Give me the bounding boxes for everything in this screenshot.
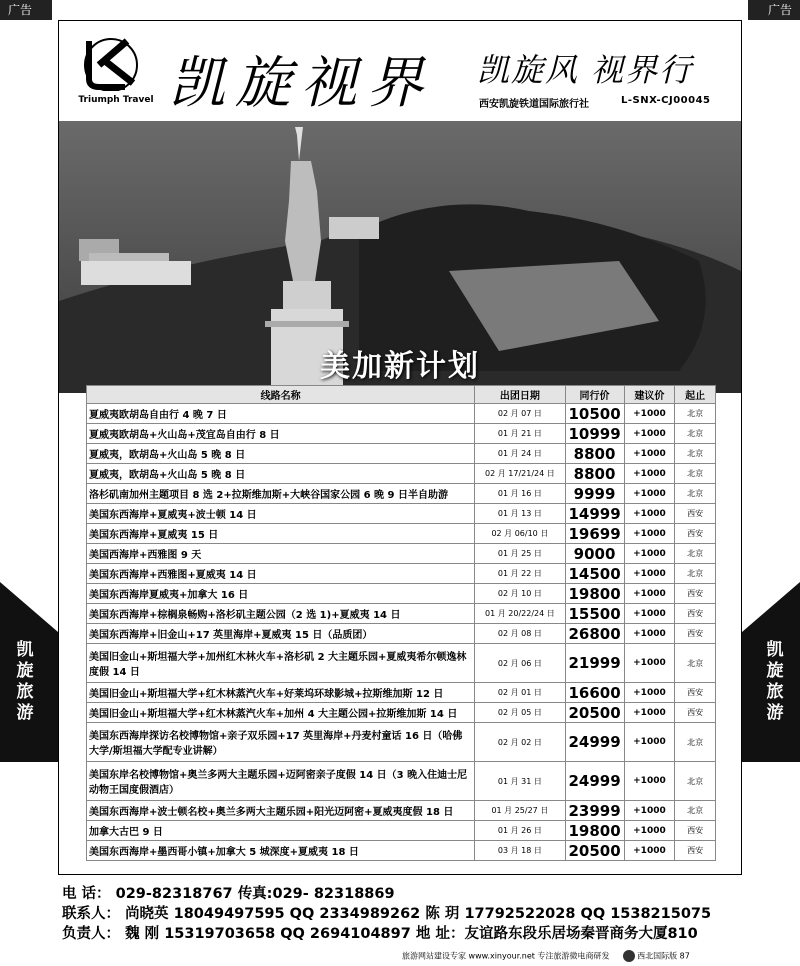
routes-table-body xyxy=(87,404,716,861)
footer-edition: 西北国际版 xyxy=(637,951,678,961)
peer-price-cell: 10500 xyxy=(565,404,624,424)
peer-price-cell: 15500 xyxy=(565,604,624,624)
origin-cell: 西安 xyxy=(675,821,716,841)
triumph-logo-icon xyxy=(81,35,141,91)
route-name-cell: 夏威夷欧胡岛自由行 4 晚 7 日 xyxy=(87,404,475,424)
table-row xyxy=(87,444,716,464)
depart-date-cell: 02 月 01 日 xyxy=(475,683,565,703)
table-row xyxy=(87,644,716,683)
origin-cell: 西安 xyxy=(675,624,716,644)
table-row xyxy=(87,504,716,524)
depart-date-cell: 02 月 02 日 xyxy=(475,723,565,762)
table-row xyxy=(87,464,716,484)
depart-date-cell: 01 月 13 日 xyxy=(475,504,565,524)
route-name-cell: 美国旧金山+斯坦福大学+红木林蒸汽火车+加州 4 大主题公园+拉斯维加斯 14 日 xyxy=(87,703,475,723)
plan-title: 美加新计划 xyxy=(320,349,480,384)
table-row xyxy=(87,762,716,801)
peer-price-cell: 24999 xyxy=(565,723,624,762)
peer-price-cell: 19699 xyxy=(565,524,624,544)
suggested-price-cell: +1000 xyxy=(624,723,675,762)
depart-date-cell: 02 月 17/21/24 日 xyxy=(475,464,565,484)
table-row xyxy=(87,544,716,564)
depart-date-cell: 02 月 06/10 日 xyxy=(475,524,565,544)
origin-cell: 北京 xyxy=(675,444,716,464)
table-row xyxy=(87,564,716,584)
suggested-price-cell: +1000 xyxy=(624,464,675,484)
suggested-price-cell: +1000 xyxy=(624,801,675,821)
depart-date-cell: 02 月 08 日 xyxy=(475,624,565,644)
contact1-name: 尚晓英 xyxy=(125,906,169,922)
table-row xyxy=(87,683,716,703)
manager-row xyxy=(62,924,711,944)
route-name-cell: 美国东西海岸+西雅图+夏威夷 14 日 xyxy=(87,564,475,584)
origin-cell: 北京 xyxy=(675,762,716,801)
side-label-right: 凯 旋 旅 游 xyxy=(766,640,784,723)
depart-date-cell: 01 月 16 日 xyxy=(475,484,565,504)
suggested-price-cell: +1000 xyxy=(624,564,675,584)
route-name-cell: 美国东西海岸探访名校博物馆+亲子双乐园+17 英里海岸+丹麦村童话 16 日（哈佛大学/斯坦福大学配专业讲解） xyxy=(87,723,475,762)
suggested-price-cell: +1000 xyxy=(624,821,675,841)
depart-date-cell: 01 月 21 日 xyxy=(475,424,565,444)
peer-price-cell: 21999 xyxy=(565,644,624,683)
col-suggested-price: 建议价 xyxy=(624,386,675,404)
origin-cell: 北京 xyxy=(675,404,716,424)
side-label-left: 凯 旋 旅 游 xyxy=(16,640,34,723)
origin-cell: 北京 xyxy=(675,464,716,484)
brand-header xyxy=(59,21,741,121)
depart-date-cell: 01 月 31 日 xyxy=(475,762,565,801)
manager-phone: 15319703658 xyxy=(164,926,276,942)
suggested-price-cell: +1000 xyxy=(624,703,675,723)
suggested-price-cell: +1000 xyxy=(624,504,675,524)
origin-cell: 北京 xyxy=(675,544,716,564)
suggested-price-cell: +1000 xyxy=(624,762,675,801)
contact2-name: 陈 玥 xyxy=(425,906,460,922)
routes-table xyxy=(86,385,716,861)
peer-price-cell: 19800 xyxy=(565,584,624,604)
suggested-price-cell: +1000 xyxy=(624,444,675,464)
col-route-name: 线路名称 xyxy=(87,386,475,404)
table-row xyxy=(87,801,716,821)
route-name-cell: 夏威夷欧胡岛+火山岛+茂宜岛自由行 8 日 xyxy=(87,424,475,444)
phone-number: 029-82318767 xyxy=(115,886,233,902)
page-footer xyxy=(402,950,690,962)
depart-date-cell: 03 月 18 日 xyxy=(475,841,565,861)
route-name-cell: 美国东西海岸+旧金山+17 英里海岸+夏威夷 15 日（品质团） xyxy=(87,624,475,644)
peer-price-cell: 19800 xyxy=(565,821,624,841)
origin-cell: 西安 xyxy=(675,524,716,544)
origin-cell: 北京 xyxy=(675,801,716,821)
table-row xyxy=(87,841,716,861)
origin-cell: 北京 xyxy=(675,564,716,584)
route-name-cell: 美国东西海岸+夏威夷+波士顿 14 日 xyxy=(87,504,475,524)
table-row xyxy=(87,821,716,841)
depart-date-cell: 01 月 25 日 xyxy=(475,544,565,564)
manager-label: 负责人： xyxy=(62,926,120,942)
agency-name: 西安凯旋铁道国际旅行社 xyxy=(479,99,589,110)
brand-title: 凯旋视界 xyxy=(169,51,433,116)
origin-cell: 西安 xyxy=(675,703,716,723)
contact2-qq: QQ 1538215075 xyxy=(580,906,712,922)
depart-date-cell: 02 月 06 日 xyxy=(475,644,565,683)
origin-cell: 西安 xyxy=(675,604,716,624)
peer-price-cell: 20500 xyxy=(565,841,624,861)
depart-date-cell: 01 月 26 日 xyxy=(475,821,565,841)
address: 友谊路东段乐居场秦晋商务大厦810 xyxy=(464,926,698,942)
suggested-price-cell: +1000 xyxy=(624,404,675,424)
route-name-cell: 美国东西海岸+波士顿名校+奥兰多两大主题乐园+阳光迈阿密+夏威夷度假 18 日 xyxy=(87,801,475,821)
peer-price-cell: 9999 xyxy=(565,484,624,504)
depart-date-cell: 02 月 10 日 xyxy=(475,584,565,604)
address-label: 地 址： xyxy=(415,926,465,942)
route-name-cell: 加拿大古巴 9 日 xyxy=(87,821,475,841)
depart-date-cell: 01 月 24 日 xyxy=(475,444,565,464)
suggested-price-cell: +1000 xyxy=(624,484,675,504)
route-name-cell: 美国东岸名校博物馆+奥兰多两大主题乐园+迈阿密亲子度假 14 日（3 晚入住迪士尼动物王国度假酒店） xyxy=(87,762,475,801)
origin-cell: 北京 xyxy=(675,644,716,683)
peer-price-cell: 14500 xyxy=(565,564,624,584)
origin-cell: 西安 xyxy=(675,841,716,861)
route-name-cell: 美国旧金山+斯坦福大学+加州红木林火车+洛杉矶 2 大主题乐园+夏威夷希尔顿逸林度假 14 日 xyxy=(87,644,475,683)
table-row xyxy=(87,424,716,444)
fax-number: 029- 82318869 xyxy=(272,886,395,902)
peer-price-cell: 23999 xyxy=(565,801,624,821)
peer-price-cell: 14999 xyxy=(565,504,624,524)
contact-label: 联系人： xyxy=(62,906,120,922)
peer-price-cell: 10999 xyxy=(565,424,624,444)
contact-info xyxy=(62,884,711,944)
origin-cell: 北京 xyxy=(675,484,716,504)
contact-row xyxy=(62,904,711,924)
col-origin: 起止 xyxy=(675,386,716,404)
brand-slogan: 凯旋风 视界行 xyxy=(477,51,694,89)
peer-price-cell: 26800 xyxy=(565,624,624,644)
suggested-price-cell: +1000 xyxy=(624,524,675,544)
ad-tag-left: 广告 xyxy=(0,0,52,20)
peer-price-cell: 16600 xyxy=(565,683,624,703)
peer-price-cell: 24999 xyxy=(565,762,624,801)
peer-price-cell: 8800 xyxy=(565,464,624,484)
contact1-qq: QQ 2334989262 xyxy=(289,906,421,922)
table-header-row xyxy=(87,386,716,404)
table-row xyxy=(87,404,716,424)
table-row xyxy=(87,703,716,723)
col-peer-price: 同行价 xyxy=(565,386,624,404)
manager-qq: QQ 2694104897 xyxy=(280,926,411,942)
table-row xyxy=(87,524,716,544)
route-name-cell: 夏威夷，欧胡岛+火山岛 5 晚 8 日 xyxy=(87,444,475,464)
route-name-cell: 美国东西海岸+墨西哥小镇+加拿大 5 城深度+夏威夷 18 日 xyxy=(87,841,475,861)
table-row xyxy=(87,484,716,504)
origin-cell: 北京 xyxy=(675,424,716,444)
contact1-phone: 18049497595 xyxy=(173,906,285,922)
depart-date-cell: 01 月 25/27 日 xyxy=(475,801,565,821)
fax-label: 传真: xyxy=(237,886,273,902)
origin-cell: 西安 xyxy=(675,504,716,524)
route-name-cell: 美国东西海岸+夏威夷 15 日 xyxy=(87,524,475,544)
suggested-price-cell: +1000 xyxy=(624,424,675,444)
manager-name: 魏 刚 xyxy=(125,926,160,942)
suggested-price-cell: +1000 xyxy=(624,644,675,683)
route-name-cell: 洛杉矶南加州主题项目 8 选 2+拉斯维加斯+大峡谷国家公园 6 晚 9 日半自助游 xyxy=(87,484,475,504)
depart-date-cell: 01 月 20/22/24 日 xyxy=(475,604,565,624)
suggested-price-cell: +1000 xyxy=(624,584,675,604)
peer-price-cell: 9000 xyxy=(565,544,624,564)
logo-text: Triumph Travel xyxy=(78,95,154,105)
suggested-price-cell: +1000 xyxy=(624,624,675,644)
route-name-cell: 美国东西海岸夏威夷+加拿大 16 日 xyxy=(87,584,475,604)
table-row xyxy=(87,723,716,762)
suggested-price-cell: +1000 xyxy=(624,841,675,861)
route-name-cell: 美国旧金山+斯坦福大学+红木林蒸汽火车+好莱坞环球影城+拉斯维加斯 12 日 xyxy=(87,683,475,703)
table-row xyxy=(87,624,716,644)
depart-date-cell: 02 月 07 日 xyxy=(475,404,565,424)
depart-date-cell: 01 月 22 日 xyxy=(475,564,565,584)
origin-cell: 北京 xyxy=(675,723,716,762)
origin-cell: 西安 xyxy=(675,584,716,604)
route-name-cell: 夏威夷，欧胡岛+火山岛 5 晚 8 日 xyxy=(87,464,475,484)
suggested-price-cell: +1000 xyxy=(624,683,675,703)
col-depart-date: 出团日期 xyxy=(475,386,565,404)
depart-date-cell: 02 月 05 日 xyxy=(475,703,565,723)
page-number: 87 xyxy=(679,951,690,961)
suggested-price-cell: +1000 xyxy=(624,604,675,624)
phone-label: 电 话： xyxy=(62,886,111,902)
contact2-phone: 17792522028 xyxy=(464,906,576,922)
edition-badge-icon xyxy=(623,950,635,962)
phone-row xyxy=(62,884,711,904)
footer-tagline: 旅游网站建设专家 www.xinyour.net 专注旅游微电商研发 xyxy=(402,951,610,961)
table-row xyxy=(87,584,716,604)
peer-price-cell: 8800 xyxy=(565,444,624,464)
table-row xyxy=(87,604,716,624)
origin-cell: 西安 xyxy=(675,683,716,703)
ad-panel xyxy=(58,20,742,875)
suggested-price-cell: +1000 xyxy=(624,544,675,564)
route-name-cell: 美国东西海岸+棕榈泉畅购+洛杉矶主题公园（2 选 1)+夏威夷 14 日 xyxy=(87,604,475,624)
route-name-cell: 美国西海岸+西雅图 9 天 xyxy=(87,544,475,564)
ad-tag-right: 广告 xyxy=(748,0,800,20)
license-number: L-SNX-CJ00045 xyxy=(621,95,711,106)
peer-price-cell: 20500 xyxy=(565,703,624,723)
